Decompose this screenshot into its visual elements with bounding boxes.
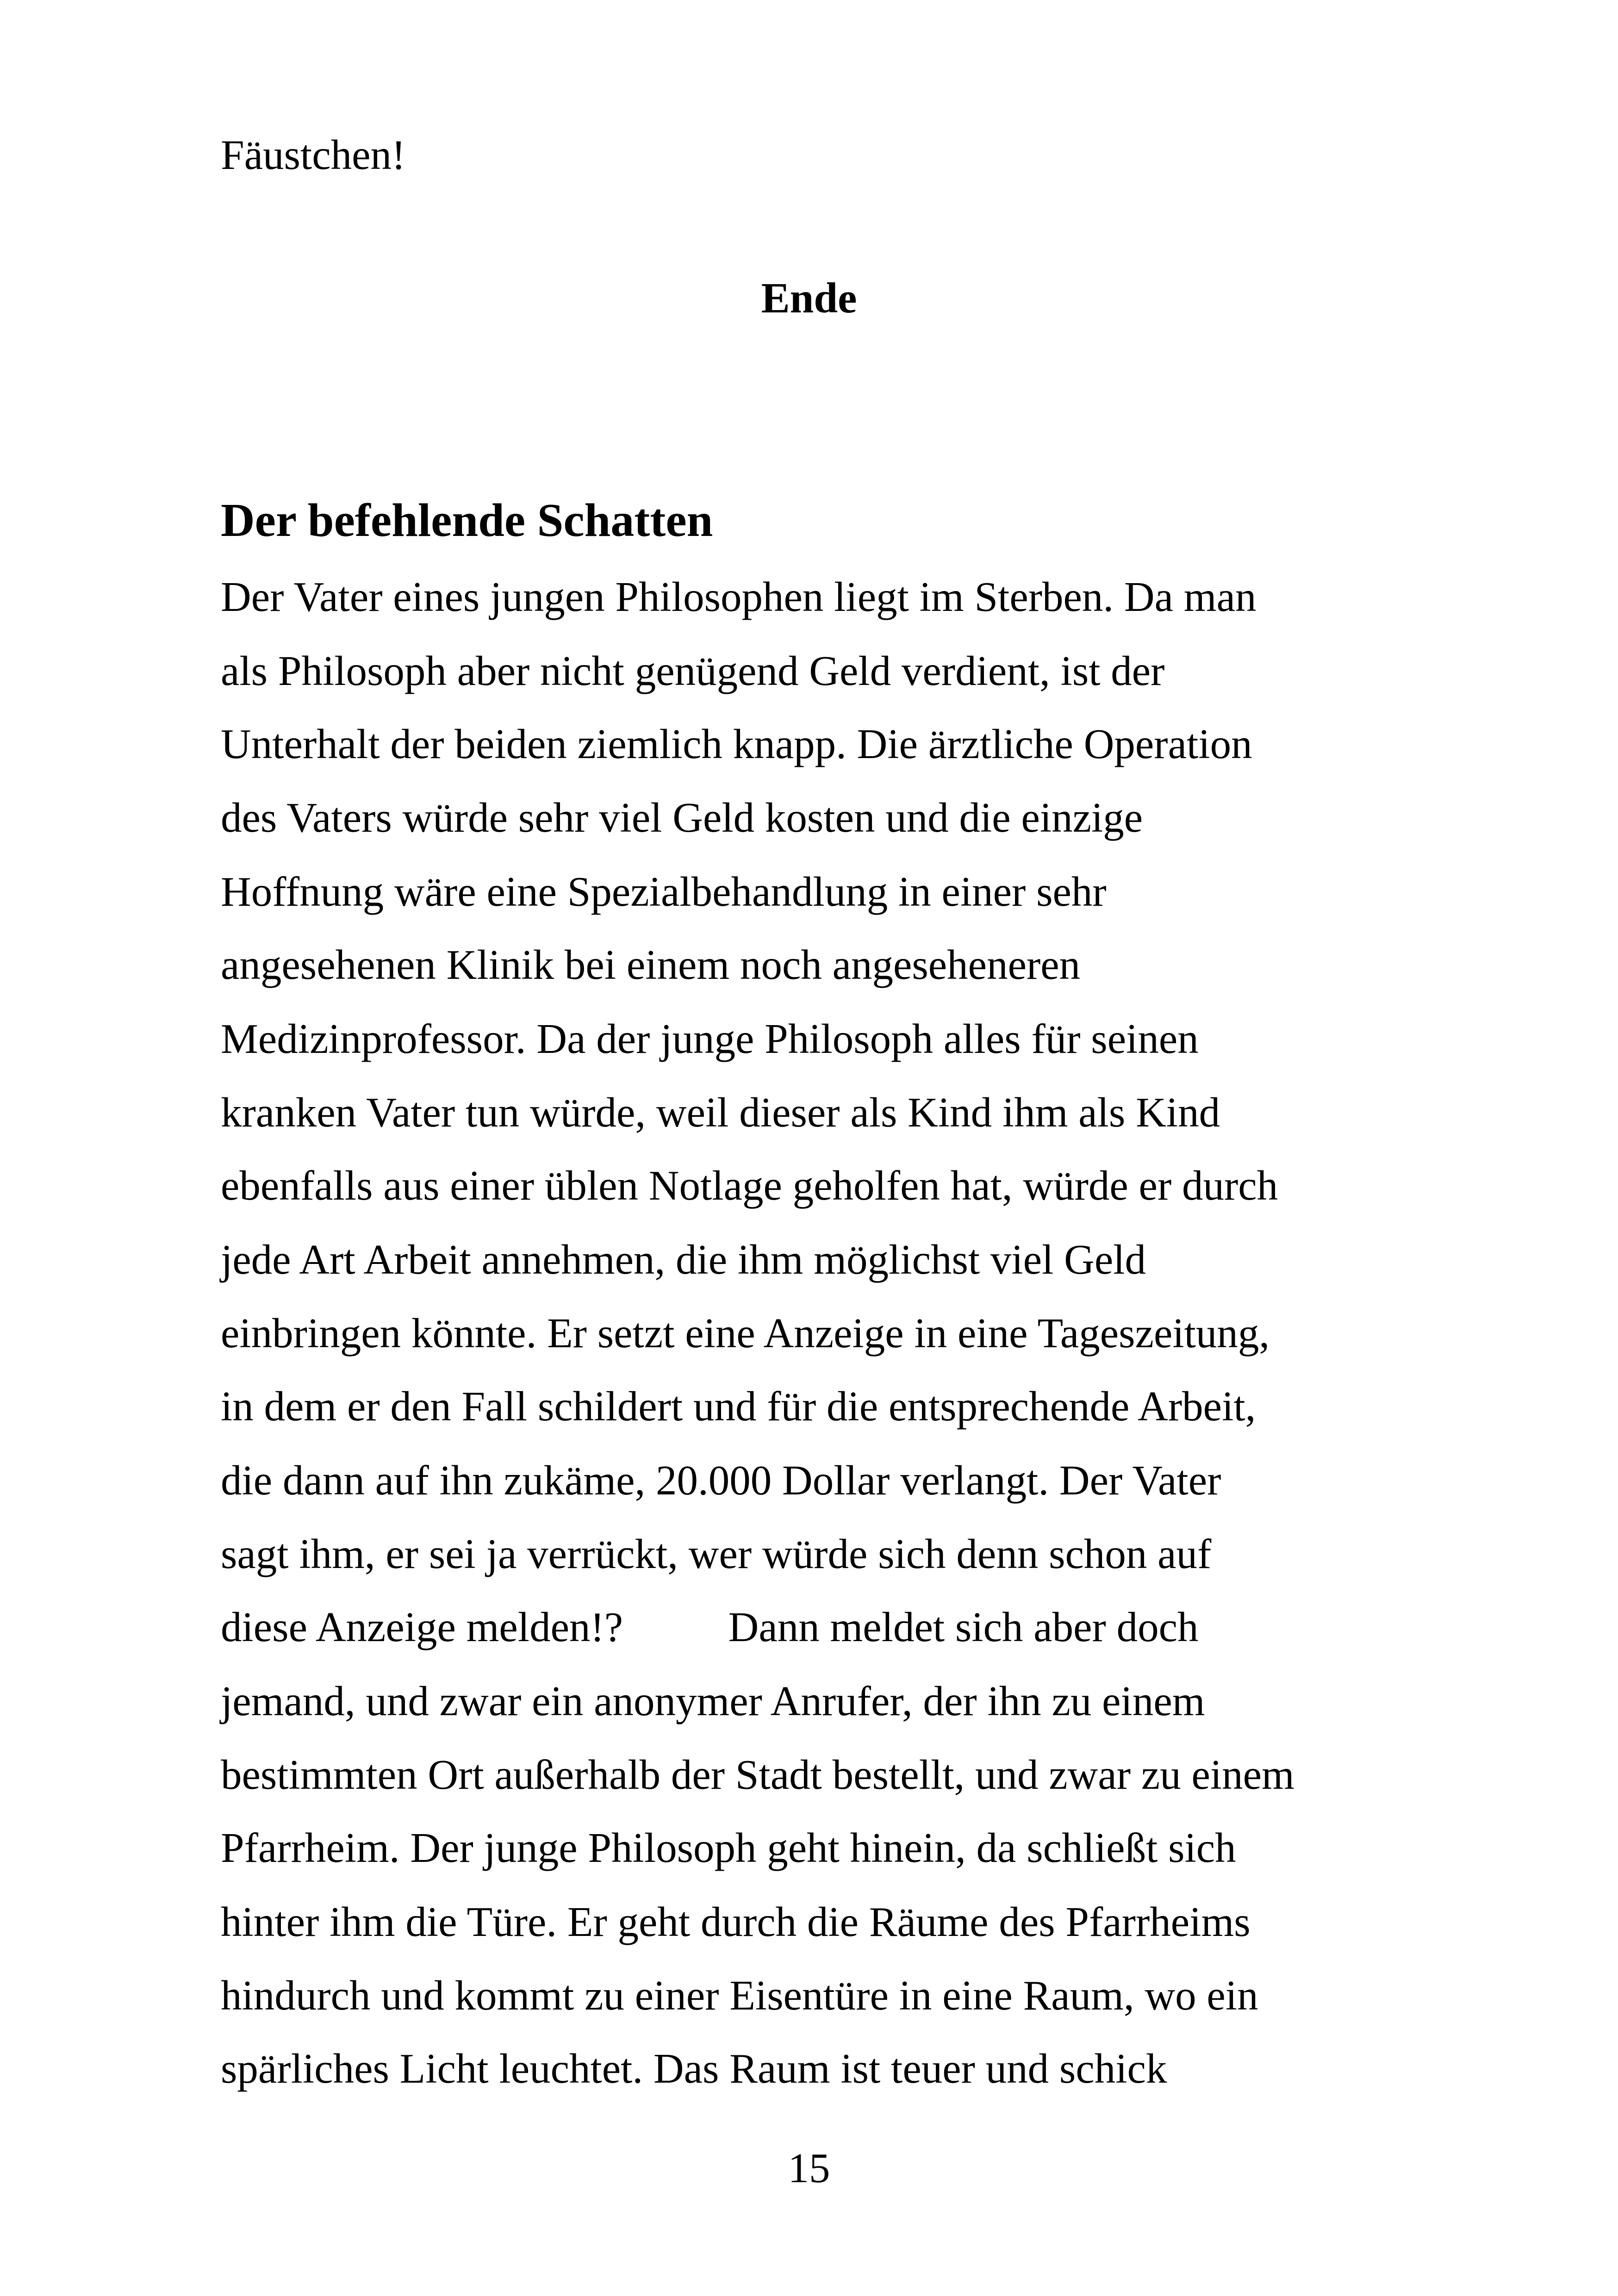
body-line: angesehenen Klinik bei einem noch angeseheneren <box>221 941 1081 988</box>
body-line: jede Art Arbeit annehmen, die ihm möglichst viel Geld <box>221 1236 1146 1283</box>
body-line: ebenfalls aus einer üblen Notlage geholfen hat, würde er durch <box>221 1162 1278 1209</box>
body-line: spärliches Licht leuchtet. Das Raum ist teuer und schick <box>221 2045 1167 2092</box>
body-line: Hoffnung wäre eine Spezialbehandlung in einer sehr <box>221 868 1107 915</box>
body-line: Unterhalt der beiden ziemlich knapp. Die ärztliche Operation <box>221 721 1252 767</box>
end-marker: Ende <box>761 274 857 322</box>
body-line: bestimmten Ort außerhalb der Stadt bestellt, und zwar zu einem <box>221 1751 1294 1798</box>
body-line: kranken Vater tun würde, weil dieser als Kind ihm als Kind <box>221 1089 1220 1136</box>
body-line: Pfarrheim. Der junge Philosoph geht hinein, da schließt sich <box>221 1824 1236 1871</box>
body-line: diese Anzeige melden!? Dann meldet sich aber doch <box>221 1604 1199 1650</box>
page-number: 15 <box>788 2145 830 2191</box>
body-line: jemand, und zwar ein anonymer Anrufer, der ihn zu einem <box>221 1678 1205 1724</box>
body-line: Medizinprofessor. Da der junge Philosoph alles für seinen <box>221 1015 1199 1062</box>
body-line: die dann auf ihn zukäme, 20.000 Dollar verlangt. Der Vater <box>221 1457 1221 1504</box>
story-title: Der befehlende Schatten <box>221 494 713 547</box>
body-line: hinter ihm die Türe. Er geht durch die Räume des Pfarrheims <box>221 1898 1251 1945</box>
body-line: einbringen könnte. Er setzt eine Anzeige in eine Tageszeitung, <box>221 1310 1270 1356</box>
closing-line: Fäustchen! <box>221 131 406 178</box>
body-line: in dem er den Fall schildert und für die entsprechende Arbeit, <box>221 1383 1256 1430</box>
body-line: des Vaters würde sehr viel Geld kosten und die einzige <box>221 794 1143 841</box>
body-line: sagt ihm, er sei ja verrückt, wer würde sich denn schon auf <box>221 1531 1212 1577</box>
body-line: Der Vater eines jungen Philosophen liegt im Sterben. Da man <box>221 573 1257 620</box>
body-line: als Philosoph aber nicht genügend Geld verdient, ist der <box>221 647 1165 694</box>
body-line: hindurch und kommt zu einer Eisentüre in eine Raum, wo ein <box>221 1972 1258 2019</box>
